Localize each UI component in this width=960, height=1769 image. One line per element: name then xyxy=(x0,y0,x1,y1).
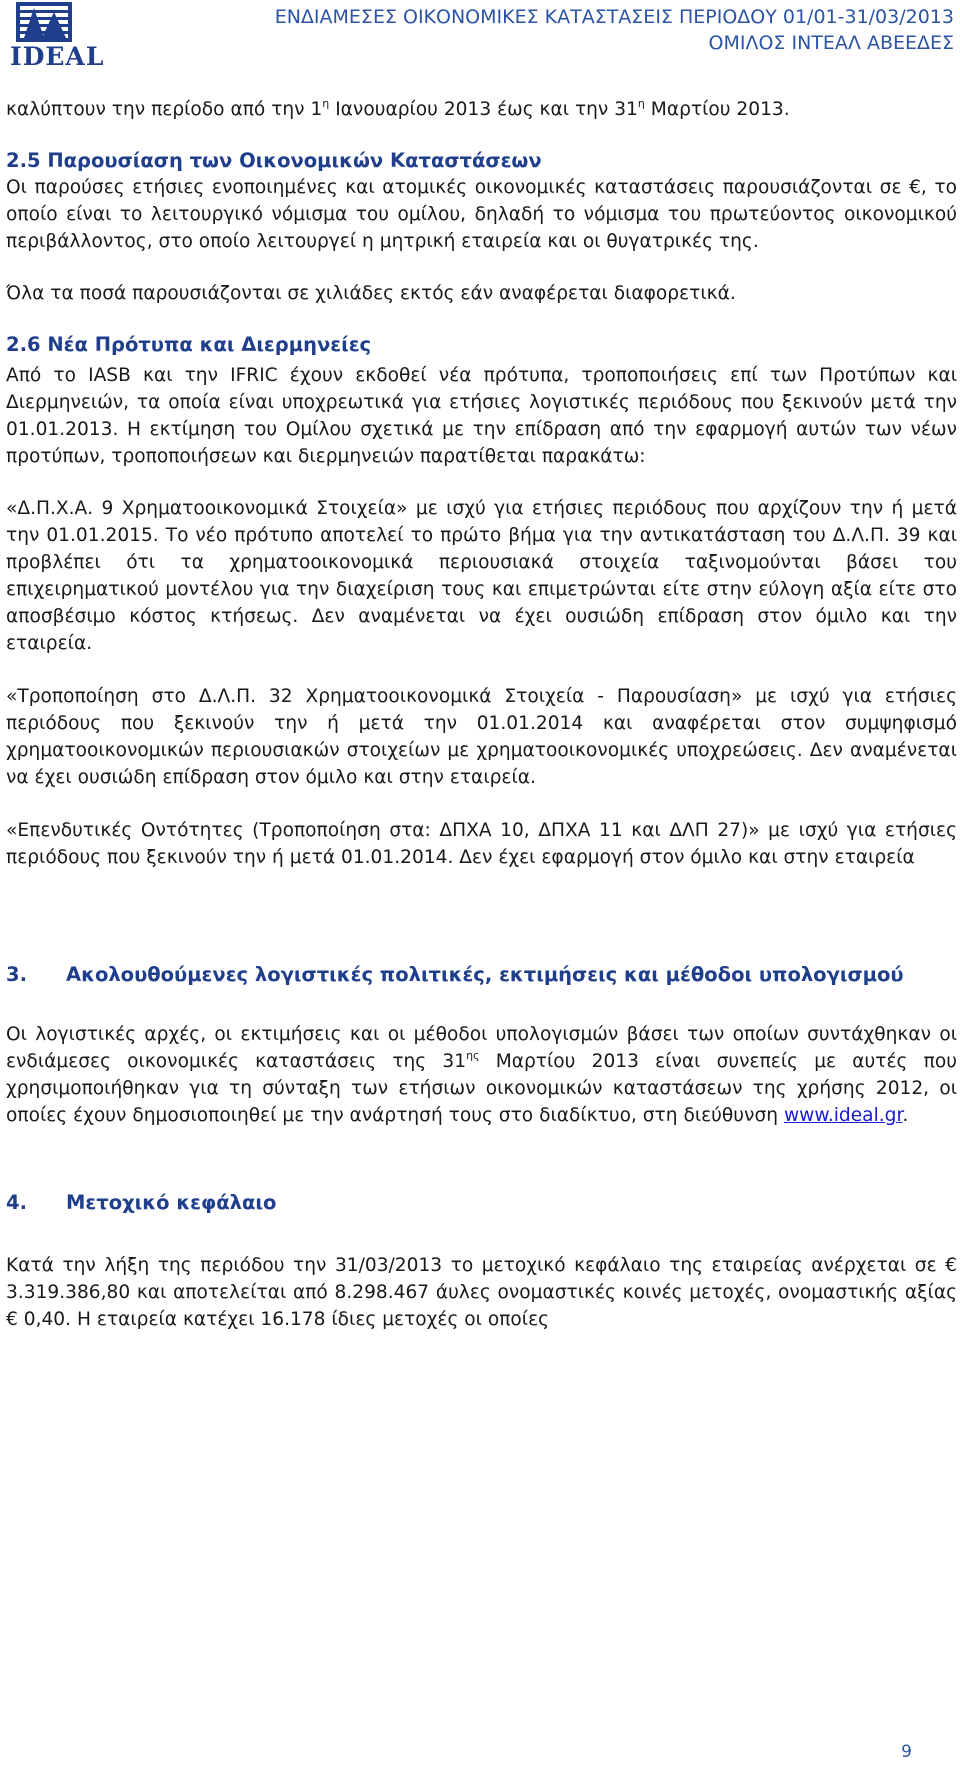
logo-text: IDEAL xyxy=(10,42,105,71)
section-2-6-heading: 2.6 Νέα Πρότυπα και Διερμηνείες xyxy=(6,333,372,356)
section-2-6-paragraph-1: Από το IASB και την IFRIC έχουν εκδοθεί νέα πρότυπα, τροποποιήσεις επί των Προτύπων και Διερμηνειών, τα οποία είναι υποχρεωτικά για ετήσιες λογιστικές περιόδους που ξεκινούν μετά την 01.01.2013. Η εκτίμηση του Ομίλου σχετικά με την επίδραση από την εφαρμογή αυτών των νέων προτύπων, τροποποιήσεων και διερμηνειών παρατίθεται παρακάτω: xyxy=(6,365,957,467)
page-header xyxy=(0,0,960,72)
intro-text-1: καλύπτουν την περίοδο από την 1 xyxy=(6,99,323,120)
section-3-title: Ακολουθούμενες λογιστικές πολιτικές, εκτιμήσεις και μέθοδοι υπολογισμού xyxy=(66,963,904,986)
section-2-5-paragraph-2: Όλα τα ποσά παρουσιάζονται σε χιλιάδες εκτός εάν αναφέρεται διαφορετικά. xyxy=(6,283,736,304)
section-4-title: Μετοχικό κεφάλαιο xyxy=(66,1191,277,1214)
intro-sup-2: η xyxy=(637,97,645,110)
section-2-5-paragraph-1: Οι παρούσες ετήσιες ενοποιημένες και ατομικές οικονομικές καταστάσεις παρουσιάζονται σε €, το οποίο είναι το λειτουργικό νόμισμα του ομίλου, δηλαδή το νόμισμα του πρωτεύοντος οικονομικού περιβάλλοντος, στο οποίο λειτουργεί η μητρική εταιρεία και οι θυγατρικές της. xyxy=(6,177,957,252)
intro-sup-1: η xyxy=(322,97,330,110)
section-3-text-1: Οι λογιστικές αρχές, οι εκτιμήσεις και οι μέθοδοι υπολογισμών βάσει των οποίων συντάχθηκαν οι ενδιάμεσες οικονομικές καταστάσεις της 31 xyxy=(6,1024,957,1072)
section-3-number: 3. xyxy=(6,963,27,986)
section-4-number: 4. xyxy=(6,1191,27,1214)
header-title: ΕΝΔΙΑΜΕΣΕΣ ΟΙΚΟΝΟΜΙΚΕΣ ΚΑΤΑΣΤΑΣΕΙΣ ΠΕΡΙΟΔΟΥ 01/01-31/03/2013 xyxy=(274,6,954,28)
intro-text-3: Μαρτίου 2013. xyxy=(644,99,790,120)
section-4-heading xyxy=(6,1189,957,1216)
ideal-logo xyxy=(6,2,105,71)
section-2-6-paragraph-2: «Δ.Π.Χ.Α. 9 Χρηματοοικονομικά Στοιχεία» με ισχύ για ετήσιες περιόδους που αρχίζουν την ή μετά την 01.01.2015. Το νέο πρότυπο αποτελεί το πρώτο βήμα για την αντικατάσταση του Δ.Λ.Π. 39 και προβλέπει ότι τα χρηματοοικονομικά περιουσιακά στοιχεία ταξινομούνται βάσει του επιχειρηματικού μοντέλου για την διαχείριση τους και επιμετρώνται είτε στην εύλογη αξία είτε στο αποσβέσιμο κόστος κτήσεως. Δεν αναμένεται να έχει ουσιώδη επίδραση στον όμιλο και την εταιρεία. xyxy=(6,498,957,654)
intro-paragraph xyxy=(6,96,957,123)
document-body xyxy=(6,96,957,1333)
section-3-text-3: . xyxy=(902,1105,909,1126)
section-3-sup: ης xyxy=(466,1049,480,1062)
section-3-heading xyxy=(6,961,957,988)
section-3-text-2: Μαρτίου 2013 είναι συνεπείς με αυτές που χρησιμοποιήθηκαν για τη σύνταξη των ετήσιων οικονομικών καταστάσεων της χρήσης 2012, οι οποίες έχουν δημοσιοποιηθεί με την ανάρτησή τους στο διαδίκτυο, στη διεύθυνση xyxy=(6,1051,957,1126)
page-number: 9 xyxy=(901,1742,912,1762)
section-3-paragraph xyxy=(6,1021,957,1129)
section-2-6-paragraph-4: «Επενδυτικές Οντότητες (Τροποποίηση στα: ΔΠΧΑ 10, ΔΠΧΑ 11 και ΔΛΠ 27)» με ισχύ για ετήσιες περιόδους που ξεκινούν την ή μετά 01.01.2014. Δεν έχει εφαρμογή στον όμιλο και στην εταιρεία xyxy=(6,820,957,868)
section-2-5-heading: 2.5 Παρουσίαση των Οικονομικών Καταστάσεων xyxy=(6,149,542,172)
ideal-website-link[interactable]: www.ideal.gr xyxy=(783,1105,903,1126)
ideal-logo-mark-icon xyxy=(16,2,72,42)
section-2-6-paragraph-3: «Τροποποίηση στο Δ.Λ.Π. 32 Χρηματοοικονομικά Στοιχεία - Παρουσίαση» με ισχύ για ετήσιες περιόδους που ξεκινούν την ή μετά την 01.01.2014 και αναφέρεται στον συμψηφισμό χρηματοοικονομικών περιουσιακών στοιχείων με χρηματοοικονομικές υποχρεώσεις. Δεν αναμένεται να έχει ουσιώδη επίδραση στον όμιλο και στην εταιρεία. xyxy=(6,686,957,788)
section-4-paragraph: Κατά την λήξη της περιόδου την 31/03/2013 το μετοχικό κεφάλαιο της εταιρείας ανέρχεται σε € 3.319.386,80 και αποτελείται από 8.298.467 άυλες ονομαστικές κοινές μετοχές, ονομαστικής αξίας € 0,40. Η εταιρεία κατέχει 16.178 ίδιες μετοχές οι οποίες xyxy=(6,1255,957,1330)
header-company: ΟΜΙΛΟΣ ΙΝΤΕΑΛ ΑΒΕΕΔΕΣ xyxy=(708,32,954,54)
intro-text-2: Ιανουαρίου 2013 έως και την 31 xyxy=(329,99,638,120)
